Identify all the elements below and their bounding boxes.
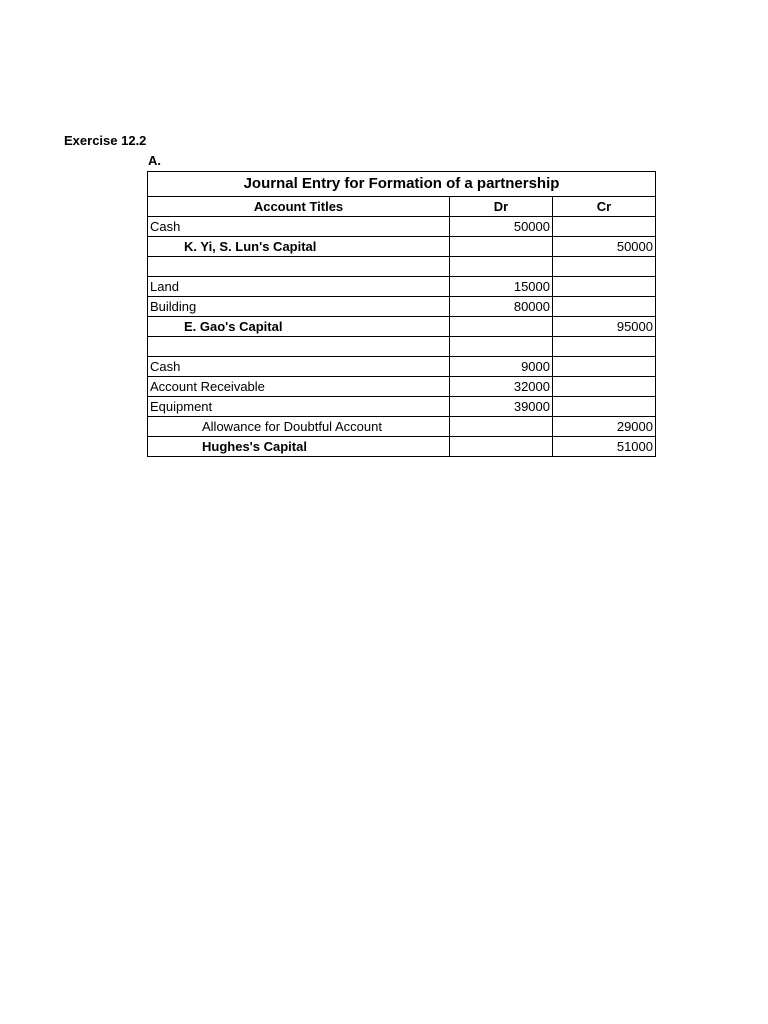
- account-cell: Account Receivable: [148, 377, 450, 397]
- table-row: [148, 217, 656, 237]
- column-header-cr: Cr: [553, 197, 656, 217]
- credit-cell: 95000: [553, 317, 656, 337]
- table-title: Journal Entry for Formation of a partnership: [148, 172, 656, 197]
- debit-cell: [450, 317, 553, 337]
- table-row: [148, 337, 656, 357]
- credit-cell: [553, 257, 656, 277]
- table-row: [148, 417, 656, 437]
- debit-cell: 15000: [450, 277, 553, 297]
- account-cell: Cash: [148, 357, 450, 377]
- table-row: [148, 397, 656, 417]
- account-cell: E. Gao's Capital: [148, 317, 450, 337]
- column-header-account-titles: Account Titles: [148, 197, 450, 217]
- exercise-title: Exercise 12.2: [64, 133, 147, 148]
- credit-cell: [553, 377, 656, 397]
- table-row: [148, 257, 656, 277]
- account-cell: Building: [148, 297, 450, 317]
- debit-cell: [450, 257, 553, 277]
- account-cell: Allowance for Doubtful Account: [148, 417, 450, 437]
- debit-cell: 32000: [450, 377, 553, 397]
- credit-cell: [553, 337, 656, 357]
- credit-cell: [553, 297, 656, 317]
- table-row: [148, 237, 656, 257]
- debit-cell: 9000: [450, 357, 553, 377]
- credit-cell: 29000: [553, 417, 656, 437]
- credit-cell: 51000: [553, 437, 656, 457]
- account-cell: K. Yi, S. Lun's Capital: [148, 237, 450, 257]
- account-cell: Equipment: [148, 397, 450, 417]
- account-cell: Hughes's Capital: [148, 437, 450, 457]
- table-row: [148, 317, 656, 337]
- debit-cell: 39000: [450, 397, 553, 417]
- debit-cell: [450, 437, 553, 457]
- table-row: [148, 377, 656, 397]
- table-row: [148, 297, 656, 317]
- account-cell: Cash: [148, 217, 450, 237]
- account-cell: Land: [148, 277, 450, 297]
- debit-cell: 50000: [450, 217, 553, 237]
- debit-cell: [450, 237, 553, 257]
- credit-cell: 50000: [553, 237, 656, 257]
- account-cell: [148, 257, 450, 277]
- credit-cell: [553, 397, 656, 417]
- part-label: A.: [148, 153, 161, 168]
- credit-cell: [553, 277, 656, 297]
- table-row: [148, 277, 656, 297]
- credit-cell: [553, 357, 656, 377]
- journal-entry-table: [147, 171, 656, 457]
- table-row: [148, 437, 656, 457]
- debit-cell: 80000: [450, 297, 553, 317]
- account-cell: [148, 337, 450, 357]
- debit-cell: [450, 417, 553, 437]
- table-row: [148, 357, 656, 377]
- debit-cell: [450, 337, 553, 357]
- column-header-dr: Dr: [450, 197, 553, 217]
- credit-cell: [553, 217, 656, 237]
